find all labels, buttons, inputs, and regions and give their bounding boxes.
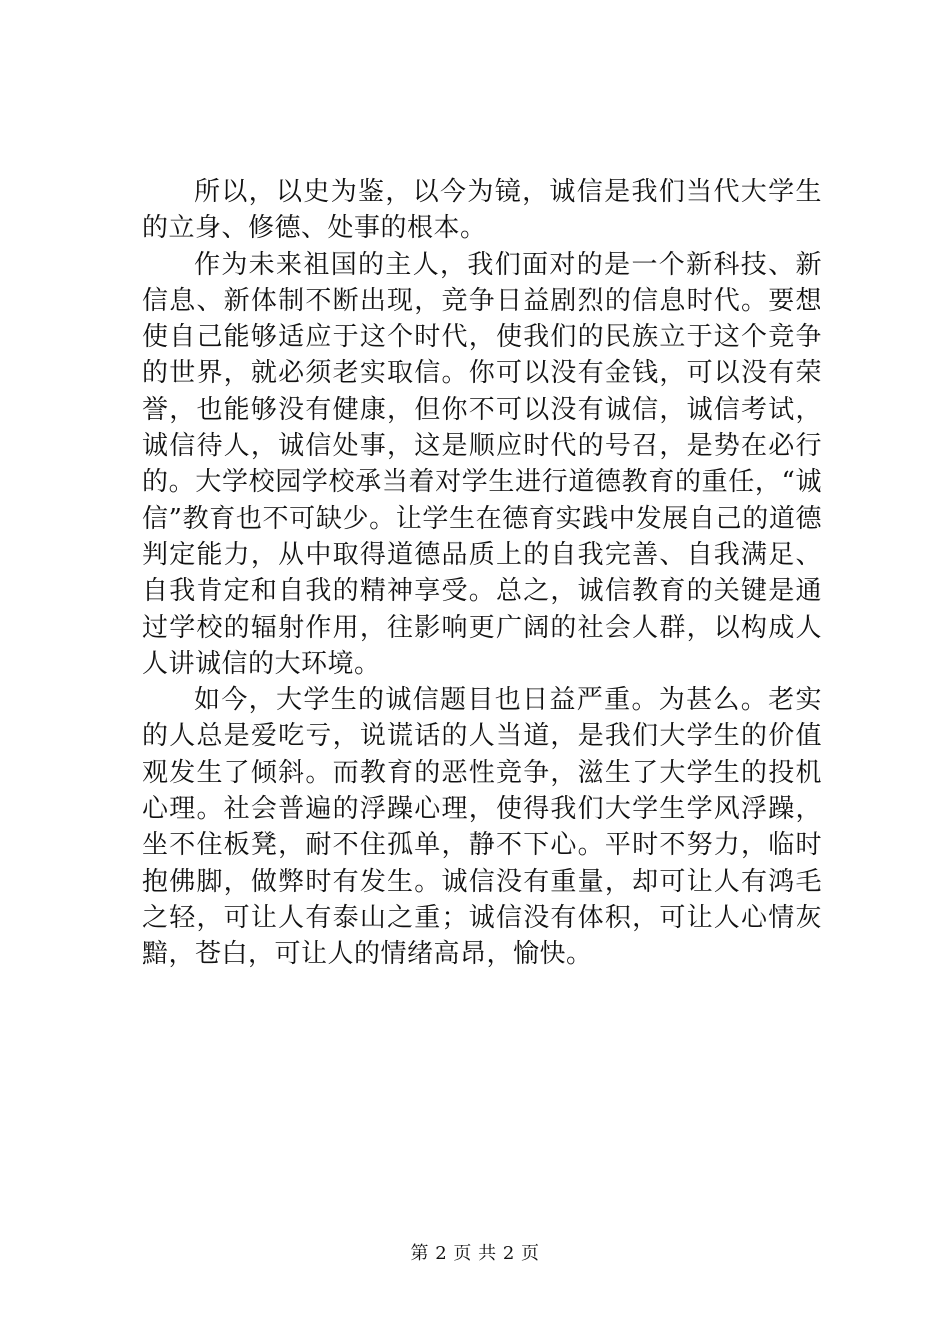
paragraph-1: 所以，以史为鉴，以今为镜，诚信是我们当代大学生的立身、修德、处事的根本。 <box>142 177 822 244</box>
document-body <box>142 174 822 973</box>
paragraph-2: 作为未来祖国的主人，我们面对的是一个新科技、新信息、新体制不断出现，竞争日益剧烈的信息时代。要想使自己能够适应于这个时代，使我们的民族立于这个竞争的世界，就必须老实取信。你可以没有金钱，可以没有荣誉，也能够没有健康，但你不可以没有诚信，诚信考试，诚信待人，诚信处事，这是顺应时代的号召，是势在必行的。大学校园学校承当着对学生进行道德教育的重任，“诚信”教育也不可缺少。让学生在德育实践中发展自己的道德判定能力，从中取得道德品质上的自我完善、自我满足、自我肯定和自我的精神享受。总之，诚信教育的关键是通过学校的辐射作用，往影响更广阔的社会人群，以构成人人讲诚信的大环境。 <box>142 249 822 679</box>
paragraph-3: 如今，大学生的诚信题目也日益严重。为甚么。老实的人总是爱吃亏，说谎话的人当道，是我们大学生的价值观发生了倾斜。而教育的恶性竞争，滋生了大学生的投机心理。社会普遍的浮躁心理，使得我们大学生学风浮躁，坐不住板凳，耐不住孤单，静不下心。平时不努力，临时抱佛脚，做弊时有发生。诚信没有重量，却可让人有鸿毛之轻，可让人有泰山之重；诚信没有体积，可让人心情灰黯，苍白，可让人的情绪高昂，愉快。 <box>142 685 822 970</box>
page-footer: 第 2 页 共 2 页 <box>410 1243 540 1264</box>
